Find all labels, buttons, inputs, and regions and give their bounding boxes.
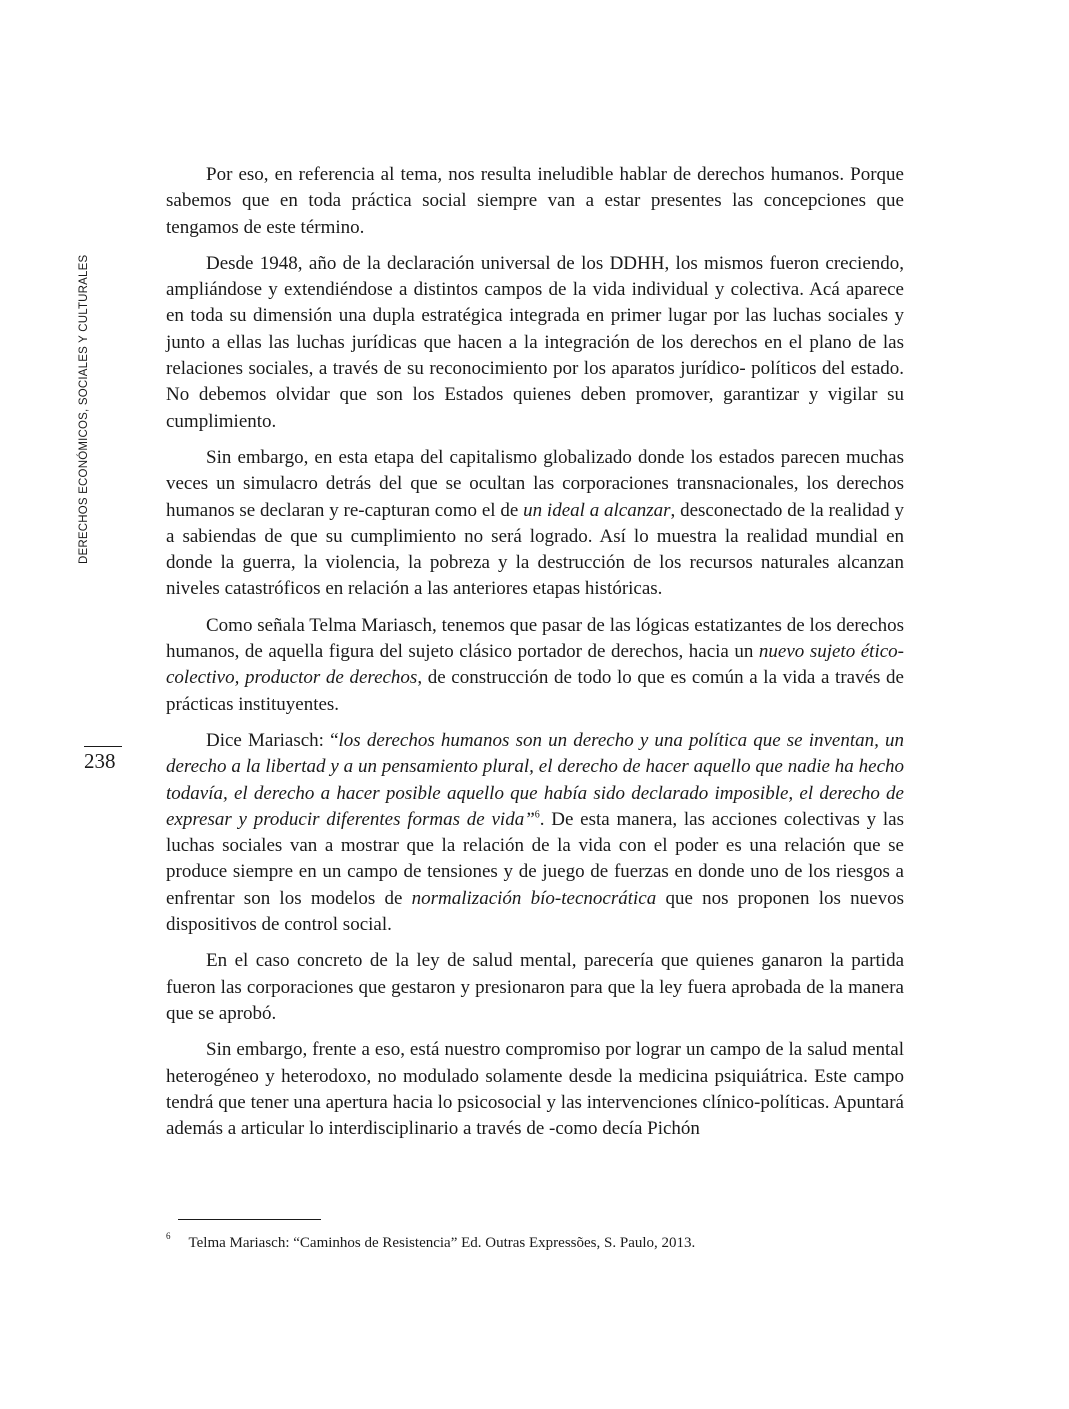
footnote <box>166 1228 906 1253</box>
emphasis: nuevo sujeto ético-colectivo, productor de derechos <box>166 641 904 689</box>
paragraph-text: . De esta manera, las acciones colectivas y las luchas sociales van a mostrar que la relación de la vida con el poder es una relación que se produce siempre en un campo de tensiones y de juego de fuerzas en donde uno de los riesgos a enfrentar son los modelos de <box>166 808 904 909</box>
footnote-text: Telma Mariasch: “Caminhos de Resistencia” Ed. Outras Expressões, S. Paulo, 2013. <box>188 1235 696 1251</box>
paragraph <box>166 728 904 938</box>
paragraph: Por eso, en referencia al tema, nos resulta ineludible hablar de derechos humanos. Porque sabemos que en toda práctica social siempre van a estar presentes las concepciones que tengamos de este término. <box>166 164 904 238</box>
paragraph-text: Como señala Telma Mariasch, tenemos que pasar de las lógicas estatizantes de los derechos humanos, de aquella figura del sujeto clásico portador de derechos, hacia un <box>166 614 904 663</box>
footnote-reference[interactable]: 6 <box>534 809 540 821</box>
emphasis: normalización bío-tecnocrática <box>411 887 657 909</box>
paragraph-text: que nos proponen los nuevos dispositivos de control social. <box>166 887 904 936</box>
paragraph-text: Dice Mariasch: “ <box>206 729 339 751</box>
footnote-separator <box>178 1219 321 1220</box>
paragraph: Sin embargo, frente a eso, está nuestro compromiso por lograr un campo de la salud mental heterogéneo y heterodoxo, no modulado solamente desde la medicina psiquiátrica. Este campo tendrá que tener una apertura hacia lo psicosocial y las intervenciones clínico-políticas. Apuntará además a articular lo interdisciplinario a través de -como decía Pichón <box>166 1039 904 1140</box>
paragraph-text: Sin embargo, en esta etapa del capitalismo globalizado donde los estados parecen muchas veces un simulacro detrás del que se ocultan las corporaciones transnacionales, los derechos humanos se declaran y re-capturan como el de <box>166 446 904 521</box>
paragraph-text: , desconectado de la realidad y a sabiendas de que su cumplimiento no será logrado. Así lo muestra la realidad mundial en donde la guerra, la violencia, la pobreza y la destrucción de los recursos naturales alcanzan niveles catastróficos en relación a las anteriores etapas históricas. <box>166 499 904 600</box>
page-number: 238 <box>84 749 116 773</box>
quotation: los derechos humanos son un derecho y una política que se inventan, un derecho a la libertad y a un pensamiento plural, el derecho de hacer aquello que nadie ha hecho todavía, el derecho a hacer posible aquello que había sido declarado imposible, el derecho de expresar y producir diferentes formas de vida” <box>166 729 904 830</box>
running-header: DERECHOS ECONÓMICOS, SOCIALES Y CULTURALES <box>78 254 90 564</box>
body-text <box>166 162 904 1152</box>
emphasis: un ideal a alcanzar <box>523 499 671 521</box>
footnote-number: 6 <box>166 1231 171 1241</box>
paragraph-text: , de construcción de todo lo que es común a la vida a través de prácticas instituyentes. <box>166 667 904 715</box>
paragraph <box>166 445 904 603</box>
page-number-rule <box>84 746 122 747</box>
paragraph: En el caso concreto de la ley de salud mental, parecería que quienes ganaron la partida fueron las corporaciones que gestaron y presionaron para que la ley fuera aprobada de la manera que se aprobó. <box>166 950 904 1024</box>
paragraph: Desde 1948, año de la declaración universal de los DDHH, los mismos fueron creciendo, ampliándose y extendiéndose a distintos campos de la vida individual y colectiva. Acá aparece en toda su dimensión una dupla estratégica integrada en primer lugar por las luchas sociales y junto a ellas las luchas jurídicas que hacen a la integración de los derechos en el plano de las relaciones sociales, a través de su reconocimiento por los aparatos jurídico- políticos del estado. No debemos olvidar que son los Estados quienes deben promover, garantizar y vigilar su cumplimiento. <box>166 252 904 432</box>
paragraph <box>166 613 904 718</box>
